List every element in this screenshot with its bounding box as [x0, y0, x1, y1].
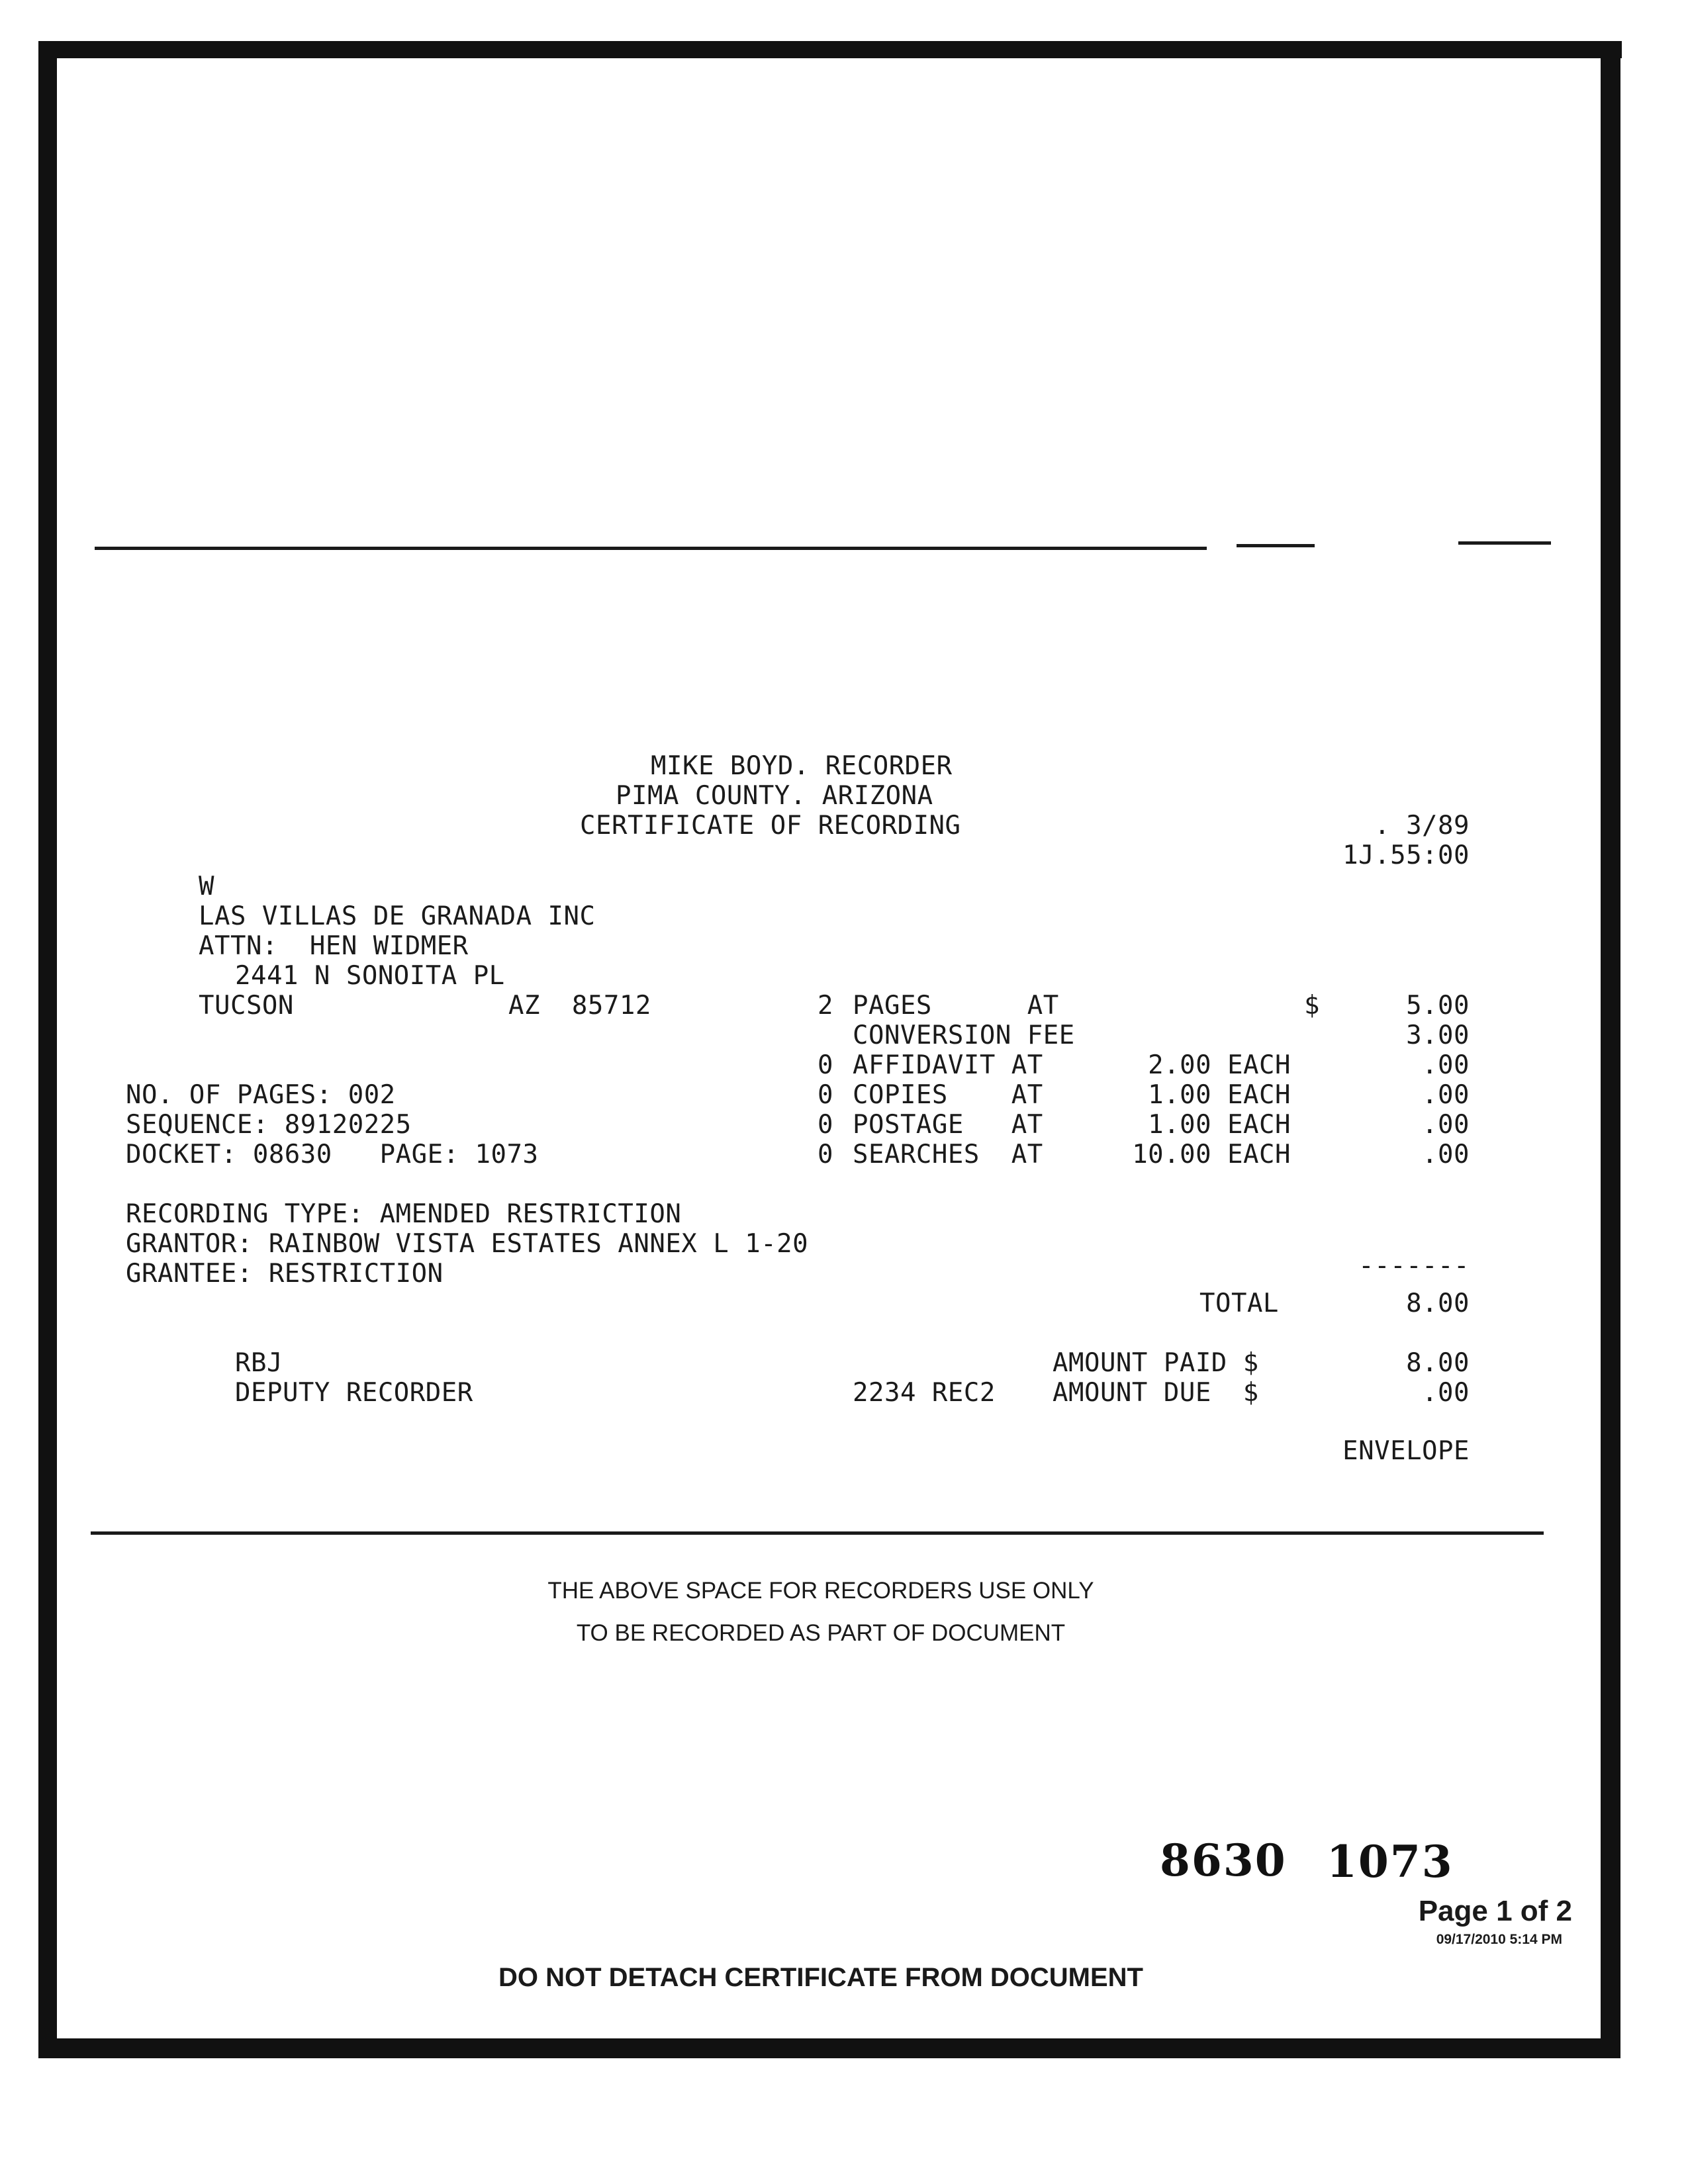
deputy-title: DEPUTY RECORDER — [235, 1378, 473, 1408]
record-date: . 3/89 — [1374, 811, 1470, 841]
delivery-method: ENVELOPE — [1342, 1436, 1470, 1466]
addressee-state-zip: AZ 85712 — [508, 991, 651, 1021]
fee-amount: 3.00 — [1406, 1021, 1470, 1050]
addressee-city: TUCSON — [199, 991, 294, 1021]
detach-warning: DO NOT DETACH CERTIFICATE FROM DOCUMENT — [498, 1963, 1143, 1992]
fee-amount: .00 — [1422, 1080, 1470, 1110]
fee-amount: .00 — [1422, 1140, 1470, 1169]
fee-item: CONVERSION FEE — [853, 1021, 1075, 1050]
fee-amount: .00 — [1422, 1050, 1470, 1080]
top-rule — [95, 547, 1207, 550]
number-of-pages: NO. OF PAGES: 002 — [126, 1080, 396, 1110]
stamp-page: 1073 — [1327, 1836, 1454, 1888]
fee-item: POSTAGE AT — [853, 1110, 1043, 1140]
fee-rate: 10.00 EACH — [1132, 1140, 1291, 1169]
recorders-use-notice: THE ABOVE SPACE FOR RECORDERS USE ONLY — [547, 1578, 1094, 1604]
addressee-initial: W — [199, 872, 214, 901]
record-time: 1J.55:00 — [1342, 841, 1470, 870]
top-rule-segment — [1458, 541, 1551, 545]
amount-paid: 8.00 — [1406, 1348, 1470, 1378]
fee-rate: 2.00 EACH — [1148, 1050, 1291, 1080]
amount-due-label: AMOUNT DUE $ — [1053, 1378, 1259, 1408]
fee-amount: .00 — [1422, 1110, 1470, 1140]
bottom-rule — [91, 1531, 1544, 1535]
print-timestamp: 09/17/2010 5:14 PM — [1436, 1932, 1562, 1947]
amount-paid-label: AMOUNT PAID $ — [1053, 1348, 1259, 1378]
fee-item: COPIES AT — [853, 1080, 1043, 1110]
fee-qty: 0 — [818, 1050, 833, 1080]
amount-due: .00 — [1422, 1378, 1470, 1408]
record-as-part-notice: TO BE RECORDED AS PART OF DOCUMENT — [576, 1620, 1066, 1646]
recorder-name: MIKE BOYD. RECORDER — [651, 751, 953, 781]
docket-page: DOCKET: 08630 PAGE: 1073 — [126, 1140, 539, 1169]
fee-item: AFFIDAVIT AT — [853, 1050, 1043, 1080]
fee-qty: 2 — [818, 991, 833, 1021]
station-code: 2234 REC2 — [853, 1378, 996, 1408]
page-counter: Page 1 of 2 — [1418, 1895, 1572, 1927]
fee-rate: 1.00 EACH — [1148, 1110, 1291, 1140]
sequence-number: SEQUENCE: 89120225 — [126, 1110, 412, 1140]
certificate-title: CERTIFICATE OF RECORDING — [580, 811, 961, 841]
total-label: TOTAL — [1199, 1289, 1279, 1318]
addressee-attn: ATTN: HEN WIDMER — [199, 931, 469, 961]
fee-qty: 0 — [818, 1110, 833, 1140]
fee-qty: 0 — [818, 1140, 833, 1169]
recording-type: RECORDING TYPE: AMENDED RESTRICTION — [126, 1199, 682, 1229]
grantor: GRANTOR: RAINBOW VISTA ESTATES ANNEX L 1-20 — [126, 1229, 809, 1259]
frame-border-right — [1601, 41, 1620, 2056]
fee-amount: 5.00 — [1406, 991, 1470, 1021]
addressee-name: LAS VILLAS DE GRANADA INC — [199, 901, 596, 931]
county-name: PIMA COUNTY. ARIZONA — [616, 781, 933, 811]
frame-border-left — [38, 41, 57, 2056]
addressee-street: 2441 N SONOITA PL — [235, 961, 505, 991]
top-rule-segment — [1237, 544, 1315, 547]
total-amount: 8.00 — [1406, 1289, 1470, 1318]
grantee: GRANTEE: RESTRICTION — [126, 1259, 444, 1289]
deputy-initials: RBJ — [235, 1348, 283, 1378]
fee-qty: 0 — [818, 1080, 833, 1110]
frame-border-bottom — [38, 2038, 1620, 2058]
fee-rate: 1.00 EACH — [1148, 1080, 1291, 1110]
frame-border-top — [38, 41, 1622, 58]
fee-item: SEARCHES AT — [853, 1140, 1043, 1169]
fee-item: PAGES AT — [853, 991, 1059, 1021]
fee-currency: $ — [1304, 991, 1320, 1021]
total-divider: ------- — [1358, 1251, 1470, 1281]
stamp-docket: 8630 — [1160, 1835, 1287, 1886]
